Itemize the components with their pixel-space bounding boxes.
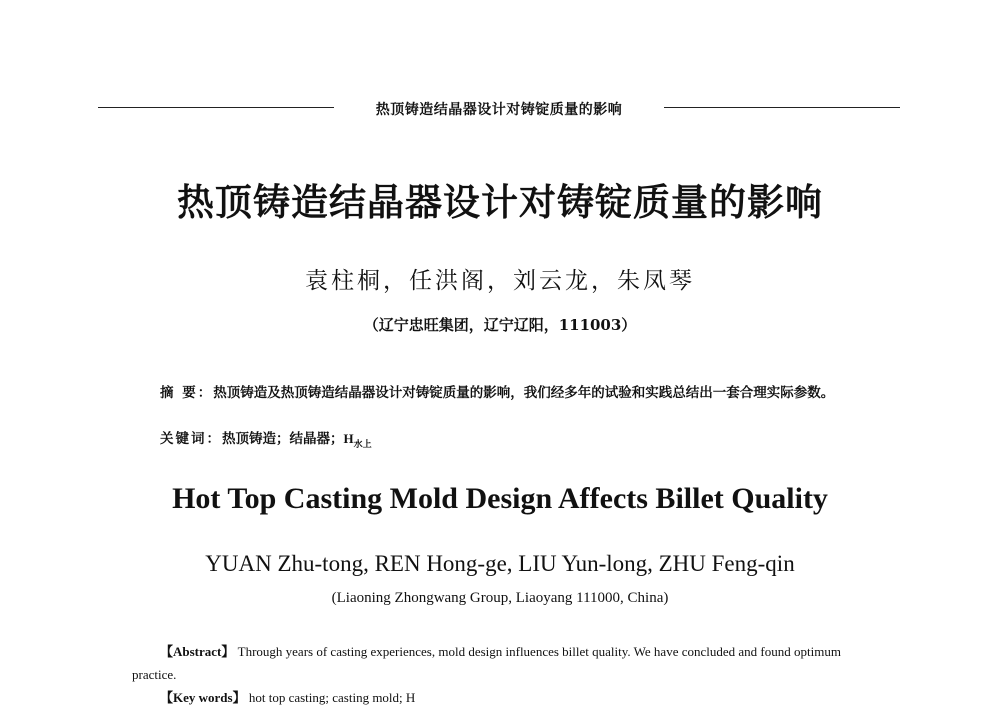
english-abstract-label: 【Abstract】 bbox=[160, 644, 235, 659]
header-rule-right bbox=[664, 107, 900, 108]
chinese-affiliation: （辽宁忠旺集团，辽宁辽阳，111003） bbox=[363, 316, 637, 334]
running-header: 热顶铸造结晶器设计对铸锭质量的影响 bbox=[375, 102, 623, 118]
chinese-keywords-symbol: H bbox=[343, 431, 354, 446]
header-rule-left bbox=[98, 107, 334, 108]
chinese-abstract-label: 摘 要： bbox=[160, 385, 214, 401]
english-abstract bbox=[132, 640, 872, 686]
english-keywords-text: hot top casting; casting mold; H bbox=[245, 690, 416, 705]
english-authors: YUAN Zhu-tong, REN Hong-ge, LIU Yun-long, ZHU Feng-qin bbox=[205, 551, 795, 576]
english-keywords-label: 【Key words】 bbox=[160, 690, 246, 705]
english-abstract-text: Through years of casting experiences, mold design influences billet quality. We have concluded and found optimum practice. bbox=[132, 644, 841, 682]
chinese-abstract-text: 热顶铸造及热顶铸造结晶器设计对铸锭质量的影响，我们经多年的试验和实践总结出一套合理实际参数。 bbox=[213, 385, 835, 401]
english-title: Hot Top Casting Mold Design Affects Billet Quality bbox=[172, 482, 828, 515]
english-keywords bbox=[160, 687, 860, 706]
chinese-keywords bbox=[160, 427, 860, 450]
chinese-authors: 袁柱桐，任洪阁，刘云龙，朱凤琴 bbox=[305, 268, 695, 294]
chinese-title: 热顶铸造结晶器设计对铸锭质量的影响 bbox=[177, 180, 823, 224]
chinese-keywords-label: 关键词： bbox=[160, 431, 222, 447]
chinese-keywords-subscript: 水上 bbox=[353, 440, 372, 450]
chinese-abstract bbox=[132, 381, 872, 405]
chinese-keywords-text: 热顶铸造；结晶器； bbox=[222, 431, 344, 447]
english-affiliation: (Liaoning Zhongwang Group, Liaoyang 111000, China) bbox=[331, 590, 669, 606]
